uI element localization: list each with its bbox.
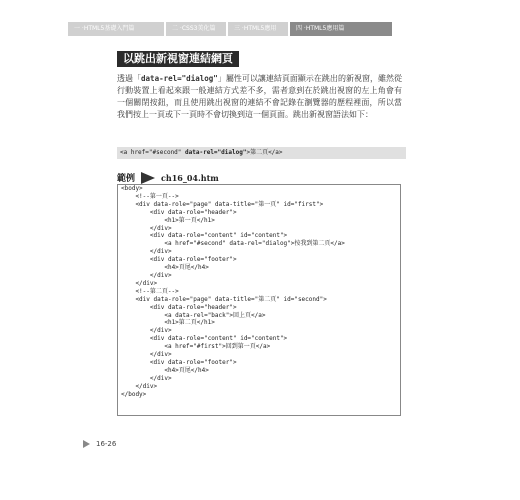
example-filename: ch16_04.htm: [161, 172, 219, 183]
code-line: <div data-role="content" id="content">: [121, 335, 288, 343]
code-line: <a data-rel="back">回上頁</a>: [121, 311, 266, 319]
example-header: [117, 171, 219, 184]
code-line: <body>: [121, 185, 143, 192]
code-snippet: [117, 147, 406, 159]
code-line: </div>: [121, 271, 172, 279]
example-label: 範例: [117, 174, 136, 184]
breadcrumb-item-active: 四 ·HTML5應用篇: [290, 22, 392, 36]
code-line: <div data-role="footer">: [121, 358, 237, 366]
breadcrumb-item: 三 ·HTML5應用: [228, 22, 288, 36]
code-line: <div data-role="page" data-title="第二頁" id="second">: [121, 295, 327, 303]
code-line: <h1>第一頁</h1>: [121, 216, 215, 224]
code-line: <div data-role="page" data-title="第一頁" id="first">: [121, 200, 324, 208]
page-marker-icon: [83, 440, 90, 448]
code-line: <h1>第二頁</h1>: [121, 319, 215, 327]
code-line: </div>: [121, 279, 158, 287]
code-line: </div>: [121, 351, 172, 359]
code-line: <h4>頁尾</h4>: [121, 366, 209, 374]
code-line: </div>: [121, 382, 158, 390]
code-line: <!--第一頁-->: [121, 192, 179, 200]
code-line: </div>: [121, 327, 172, 335]
code-line: <div data-role="footer">: [121, 256, 237, 264]
snippet-post: >第二頁</a>: [246, 149, 283, 156]
code-line: <div data-role="header">: [121, 208, 237, 216]
breadcrumb-item: 二 ·CSS3美化篇: [166, 22, 226, 36]
code-line: <a href="#first">回到第一頁</a>: [121, 343, 271, 351]
paragraph-keyword: data-rel="dialog": [141, 74, 218, 83]
code-listing: [117, 184, 401, 416]
arrow-icon: [141, 172, 155, 184]
snippet-pre: <a href="#second": [120, 149, 186, 156]
paragraph-text: 」屬性可以讓連結頁面顯示在跳出的新視窗，雖然從行動裝置上看起來跟一般連結方式差不多，需者意到在於跳出視窗的左上角會有一個關閉按鈕，而且使用跳出視窗的連結不會記錄在瀏覽器的歷程裡面，所以當我們按上一頁或下一頁時不會切換到這一個頁面。跳出新視窗語法如下：: [117, 74, 403, 119]
code-line: <div data-role="header">: [121, 303, 237, 311]
body-paragraph: [117, 73, 402, 121]
code-line: <!--第二頁-->: [121, 287, 179, 295]
breadcrumb-item: 一 ·HTML5基礎入門篇: [68, 22, 164, 36]
code-line: </div>: [121, 224, 172, 232]
section-title: 以跳出新視窗連結網頁: [117, 51, 239, 67]
code-line: </div>: [121, 374, 172, 382]
page-footer: [83, 440, 116, 448]
code-line: </div>: [121, 248, 172, 256]
code-line: <a href="#second" data-rel="dialog">按我到第二頁</a>: [121, 240, 345, 248]
code-line: <h4>頁尾</h4>: [121, 264, 209, 272]
code-line: <div data-role="content" id="content">: [121, 232, 288, 240]
page-number: 16-26: [96, 440, 117, 448]
paragraph-text: 透過「: [117, 74, 142, 83]
snippet-attr: data-rel="dialog": [185, 149, 247, 156]
breadcrumb: [68, 22, 420, 36]
code-line: </body>: [121, 390, 147, 398]
